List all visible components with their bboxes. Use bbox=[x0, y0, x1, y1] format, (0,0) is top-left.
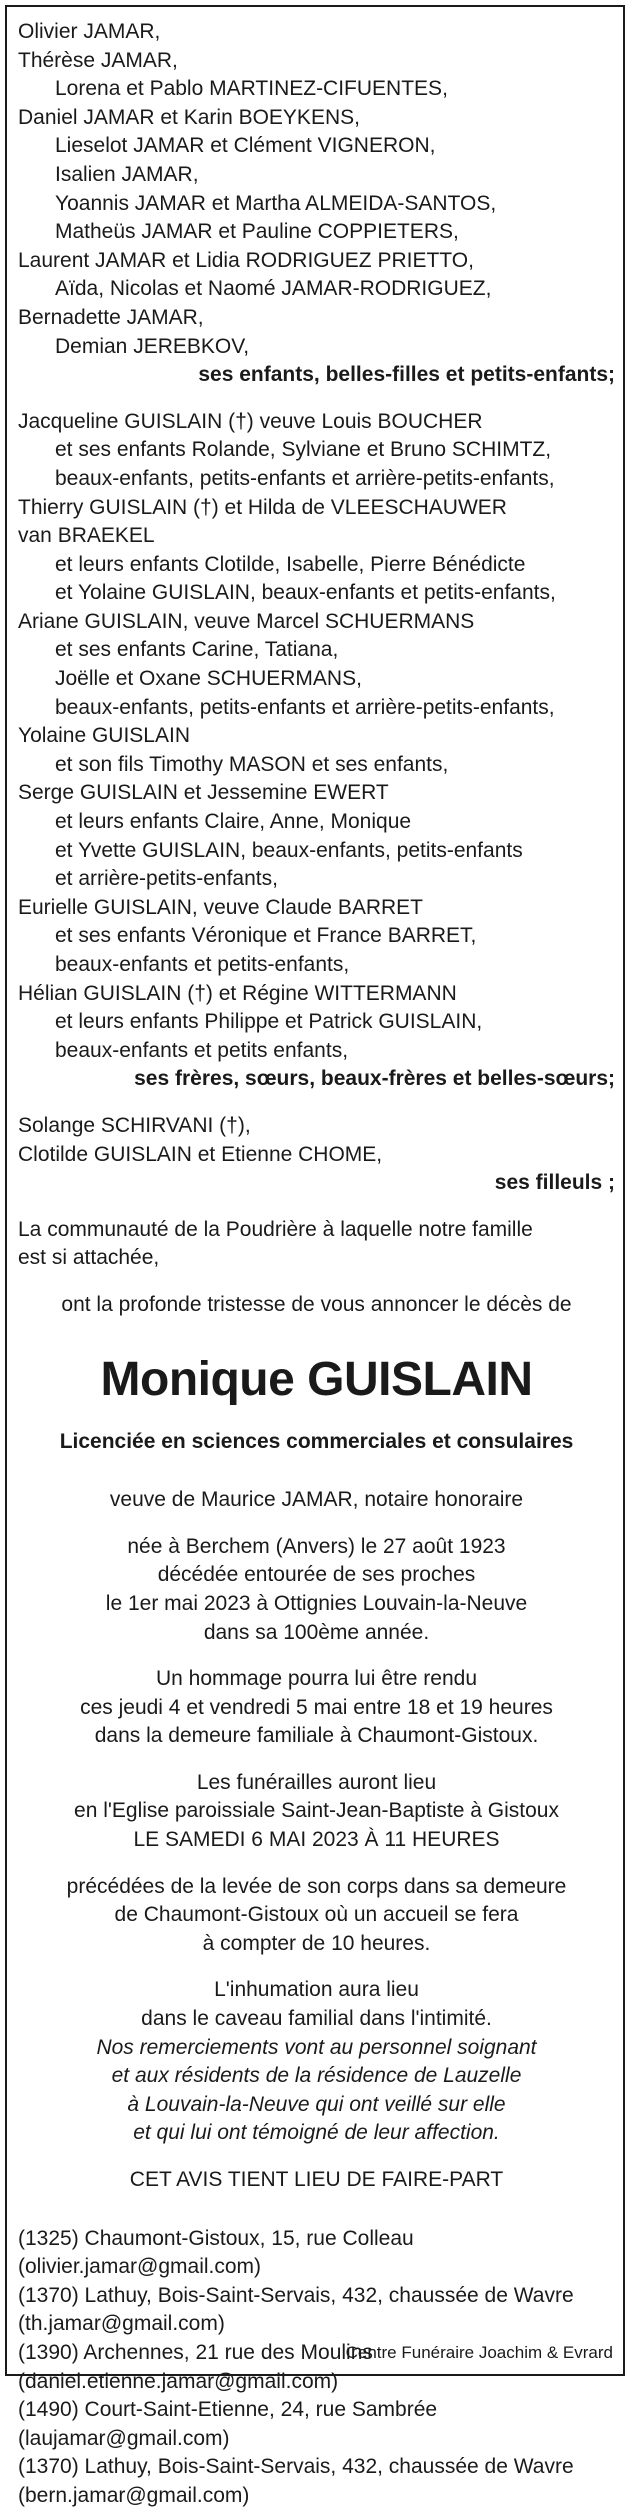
funerals-line: LE SAMEDI 6 MAI 2023 À 11 HEURES bbox=[133, 1828, 500, 1852]
community-line: La communauté de la Poudrière à laquelle notre famille bbox=[18, 1217, 533, 1241]
levee-line: à compter de 10 heures. bbox=[202, 1931, 431, 1955]
sibling-line: et leurs enfants Philippe et Patrick GUISLAIN, bbox=[55, 1010, 483, 1034]
family-member: Isalien JAMAR, bbox=[55, 162, 199, 186]
siblings-role: ses frères, sœurs, beaux-frères et belles-sœurs; bbox=[134, 1067, 615, 1091]
address-line: (1370) Lathuy, Bois-Saint-Servais, 432, chaussée de Wavre bbox=[18, 2455, 574, 2479]
family-member: Lieselot JAMAR et Clément VIGNERON, bbox=[55, 134, 436, 158]
widow-line: veuve de Maurice JAMAR, notaire honoraire bbox=[109, 1488, 524, 1512]
deceased-name: Monique GUISLAIN bbox=[100, 1352, 533, 1406]
levee-line: de Chaumont-Gistoux où un accueil se fera bbox=[114, 1903, 519, 1927]
address-line: (1325) Chaumont-Gistoux, 15, rue Colleau bbox=[18, 2226, 414, 2250]
family-member: Olivier JAMAR, bbox=[18, 20, 161, 43]
inhumation-line: L'inhumation aura lieu bbox=[214, 1978, 419, 2002]
address-line: (1490) Court-Saint-Etienne, 24, rue Sambrée bbox=[18, 2398, 438, 2422]
sibling-line: Thierry GUISLAIN (†) et Hilda de VLEESCHAUWER bbox=[18, 495, 507, 519]
hommage-block bbox=[18, 1665, 615, 1751]
birth-death-block bbox=[18, 1533, 615, 1647]
address-line: (bern.jamar@gmail.com) bbox=[18, 2483, 250, 2507]
sibling-line: et son fils Timothy MASON et ses enfants, bbox=[55, 752, 449, 776]
community-line: est si attachée, bbox=[18, 1246, 160, 1270]
thanks-line: Nos remerciements vont au personnel soignant bbox=[96, 2035, 537, 2059]
thanks-line: et aux résidents de la résidence de Lauzelle bbox=[111, 2064, 522, 2088]
family-member: Bernadette JAMAR, bbox=[18, 305, 204, 329]
address-line: (1370) Lathuy, Bois-Saint-Servais, 432, chaussée de Wavre bbox=[18, 2283, 574, 2307]
address-line: (laujamar@gmail.com) bbox=[18, 2426, 230, 2450]
hommage-line: dans la demeure familiale à Chaumont-Gistoux. bbox=[94, 1724, 539, 1748]
inhumation-line: dans le caveau familial dans l'intimité. bbox=[141, 2007, 492, 2031]
family-member: Demian JEREBKOV, bbox=[55, 334, 250, 358]
addresses-block bbox=[18, 2225, 615, 2511]
sibling-line: et Yvette GUISLAIN, beaux-enfants, petits-enfants bbox=[55, 838, 523, 862]
birth-death-line: décédée entourée de ses proches bbox=[157, 1563, 476, 1587]
hommage-line: Un hommage pourra lui être rendu bbox=[155, 1667, 477, 1691]
sibling-line: Hélian GUISLAIN (†) et Régine WITTERMANN bbox=[18, 981, 457, 1005]
sibling-line: beaux-enfants et petits-enfants, bbox=[55, 953, 350, 976]
inhumation-block bbox=[18, 1976, 615, 2033]
address-line: (daniel.etienne.jamar@gmail.com) bbox=[18, 2369, 339, 2393]
sibling-line: van BRAEKEL bbox=[18, 524, 155, 548]
funerals-block bbox=[18, 1769, 615, 1855]
sibling-line: beaux-enfants, petits-enfants et arrière-petits-enfants, bbox=[55, 466, 555, 490]
funerals-line: Les funérailles auront lieu bbox=[196, 1770, 437, 1794]
sibling-line: Joëlle et Oxane SCHUERMANS, bbox=[55, 667, 362, 691]
birth-death-line: le 1er mai 2023 à Ottignies Louvain-la-Neuve bbox=[105, 1591, 528, 1615]
sibling-line: Yolaine GUISLAIN bbox=[18, 724, 190, 748]
sibling-line: et leurs enfants Clotilde, Isabelle, Pierre Bénédicte bbox=[55, 552, 526, 576]
hommage-line: ces jeudi 4 et vendredi 5 mai entre 18 et 19 heures bbox=[80, 1695, 553, 1719]
sibling-line: Eurielle GUISLAIN, veuve Claude BARRET bbox=[18, 895, 423, 919]
sibling-line: beaux-enfants, petits-enfants et arrière-petits-enfants, bbox=[55, 695, 555, 719]
funeral-home: Centre Funéraire Joachim & Evrard bbox=[345, 2343, 613, 2362]
godchild-line: Clotilde GUISLAIN et Etienne CHOME, bbox=[18, 1142, 383, 1166]
levee-line: précédées de la levée de son corps dans sa demeure bbox=[66, 1874, 567, 1898]
family-member: Daniel JAMAR et Karin BOEYKENS, bbox=[18, 105, 360, 129]
sibling-line: et leurs enfants Claire, Anne, Monique bbox=[55, 810, 412, 834]
announcement: ont la profonde tristesse de vous annoncer le décès de bbox=[61, 1292, 572, 1316]
thanks-line: à Louvain-la-Neuve qui ont veillé sur elle bbox=[127, 2092, 506, 2116]
notice-line: CET AVIS TIENT LIEU DE FAIRE-PART bbox=[129, 2168, 504, 2191]
siblings-list bbox=[18, 408, 615, 1066]
family-member: Lorena et Pablo MARTINEZ-CIFUENTES, bbox=[55, 77, 448, 101]
community-text bbox=[18, 1216, 615, 1273]
levee-block bbox=[18, 1873, 615, 1959]
address-line: (1390) Archennes, 21 rue des Moulins bbox=[18, 2340, 373, 2364]
sibling-line: Ariane GUISLAIN, veuve Marcel SCHUERMANS bbox=[18, 609, 475, 633]
birth-death-line: dans sa 100ème année. bbox=[203, 1620, 430, 1644]
sibling-line: et ses enfants Rolande, Sylviane et Bruno SCHIMTZ, bbox=[55, 438, 552, 462]
family-member: Aïda, Nicolas et Naomé JAMAR-RODRIGUEZ, bbox=[55, 277, 492, 301]
address-line: (olivier.jamar@gmail.com) bbox=[18, 2255, 262, 2279]
sibling-line: Serge GUISLAIN et Jessemine EWERT bbox=[18, 781, 389, 805]
thanks-block bbox=[18, 2034, 615, 2148]
address-line: (th.jamar@gmail.com) bbox=[18, 2312, 225, 2336]
godchildren-list bbox=[18, 1112, 615, 1169]
sibling-line: Jacqueline GUISLAIN (†) veuve Louis BOUCHER bbox=[18, 409, 483, 433]
family-member: Yoannis JAMAR et Martha ALMEIDA-SANTOS, bbox=[55, 191, 497, 215]
sibling-line: et Yolaine GUISLAIN, beaux-enfants et petits-enfants, bbox=[55, 581, 556, 605]
family-member: Matheüs JAMAR et Pauline COPPIETERS, bbox=[55, 220, 459, 244]
family-member: Laurent JAMAR et Lidia RODRIGUEZ PRIETTO, bbox=[18, 248, 474, 272]
thanks-line: et qui lui ont témoigné de leur affection. bbox=[133, 2121, 500, 2145]
birth-death-line: née à Berchem (Anvers) le 27 août 1923 bbox=[127, 1534, 506, 1558]
sibling-line: et ses enfants Carine, Tatiana, bbox=[55, 638, 339, 662]
family-member: Thérèse JAMAR, bbox=[18, 48, 178, 72]
godchild-line: Solange SCHIRVANI (†), bbox=[18, 1113, 251, 1137]
godchildren-role: ses filleuls ; bbox=[494, 1171, 615, 1195]
funerals-line: en l'Eglise paroissiale Saint-Jean-Baptiste à Gistoux bbox=[74, 1799, 559, 1823]
sibling-line: et arrière-petits-enfants, bbox=[55, 867, 278, 891]
death-notice bbox=[18, 18, 615, 2511]
deceased-title: Licenciée en sciences commerciales et consulaires bbox=[59, 1429, 574, 1453]
sibling-line: beaux-enfants et petits enfants, bbox=[55, 1038, 349, 1062]
sibling-line: et ses enfants Véronique et France BARRET, bbox=[55, 924, 477, 948]
family-list bbox=[18, 18, 615, 361]
family-role: ses enfants, belles-filles et petits-enfants; bbox=[198, 363, 615, 387]
